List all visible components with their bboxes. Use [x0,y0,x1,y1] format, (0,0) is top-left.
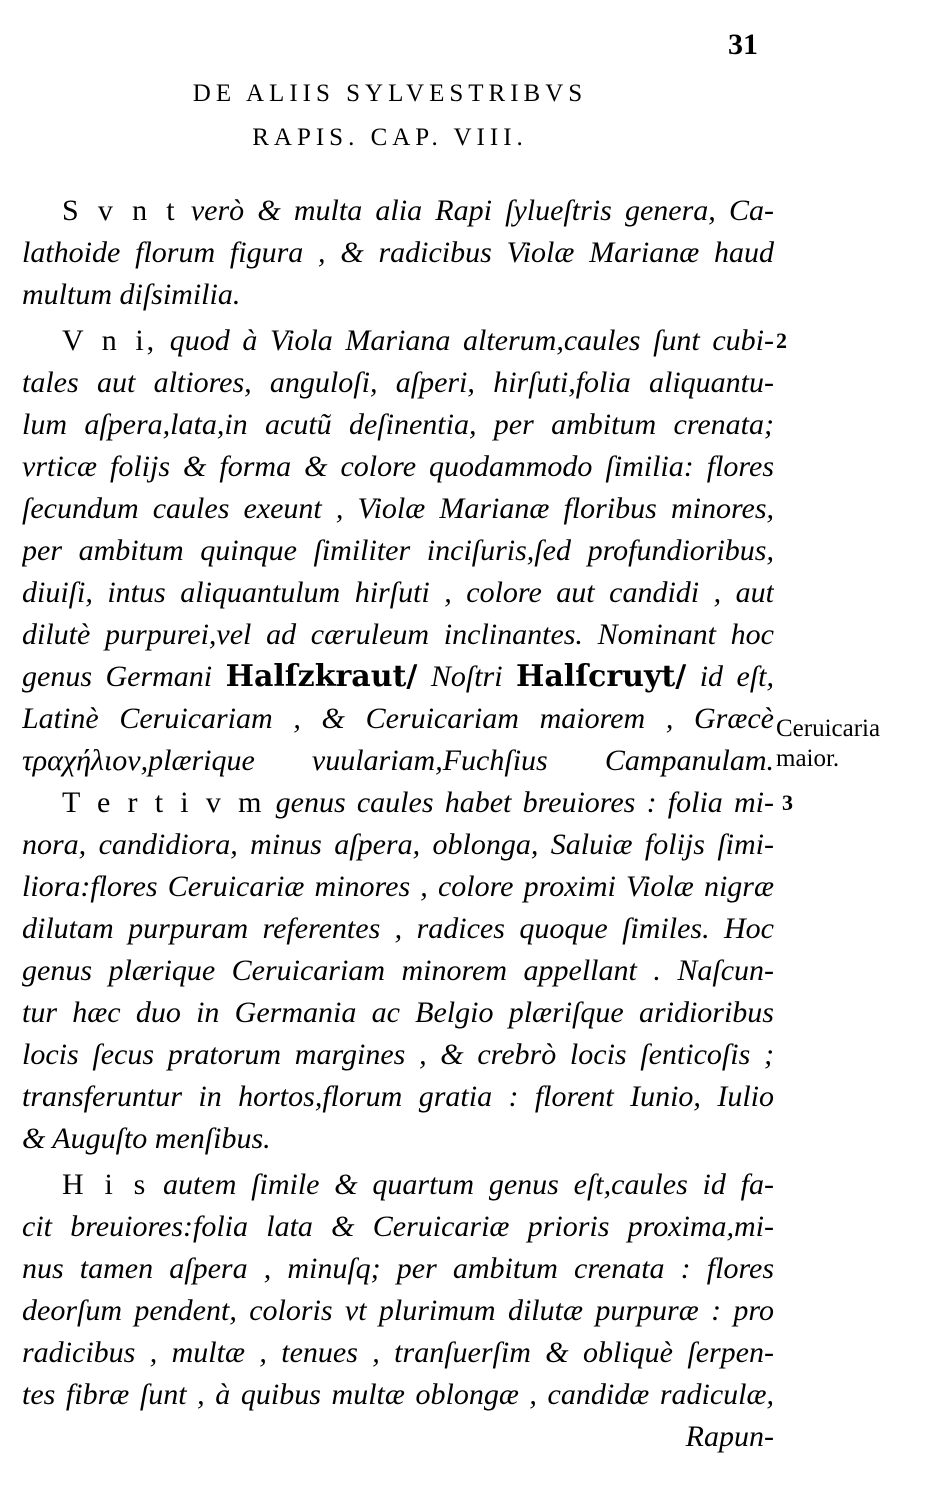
margin-note-ceruicaria-maior [776,714,880,774]
text-line: transferuntur in hortos,florum gratia : florent Iunio, Iulio [22,1080,774,1113]
page-number: 31 [728,28,758,61]
text-line: ſecundum caules exeunt , Violæ Marianæ floribus minores, [22,492,774,525]
catchword: Rapun- [685,1420,774,1453]
text-line: locis ſecus pratorum margines , & crebrò locis ſenticoſis ; [22,1038,774,1071]
text-line: T e r t i v m genus caules habet breuiores : folia mi- [62,786,774,819]
chapter-heading-line-2: RAPIS. CAP. VIII. [252,124,528,151]
text-line: dilutè purpurei,vel ad cæruleum inclinantes. Nominant hoc [22,618,774,651]
text-line: tales aut altiores, anguloſi, aſperi, hirſuti,folia aliquantu- [22,366,774,399]
text-line: dilutam purpuram referentes , radices quoque ſimiles. Hoc [22,912,774,945]
text-line: S v n t verò & multa alia Rapi ſylueſtris genera, Ca- [62,194,774,227]
margin-number-2: 2 [776,328,787,353]
text-line: diuiſi, intus aliquantulum hirſuti , colore aut candidi , aut [22,576,774,609]
paragraph-initial: H i s [62,1168,149,1201]
paragraph-initial: T e r t i v m [62,786,265,819]
text-line: Latinè Ceruicariam , & Ceruicariam maiorem , Græcè [22,702,774,735]
text-line: vrticæ folijs & forma & colore quodammodo ſimilia: flores [22,450,774,483]
chapter-heading [120,72,660,160]
text-line: & Auguſto menſibus. [22,1122,271,1155]
text-line: τραχήλιον,plærique vuulariam,Fuchſius Campanulam. [22,744,774,777]
text-line: V n i, quod à Viola Mariana alterum,caules ſunt cubi- [62,324,774,357]
body-text [22,190,774,1458]
chapter-heading-line-1: DE ALIIS SYLVESTRIBVS [192,80,588,107]
text-line: H i s autem ſimile & quartum genus eſt,caules id fa- [62,1168,774,1201]
text-line: genus Germani Halſzkraut/ Noſtri Halſcruyt/ id eſt, [22,659,774,694]
margin-note-line-1: Ceruicaria [776,715,881,742]
text-line: radicibus , multæ , tenues , tranſuerſim & obliquè ſerpen- [22,1336,774,1369]
text-line: per ambitum quinque ſimiliter inciſuris,ſed profundioribus, [22,534,774,567]
text-line: lum aſpera,lata,in acutũ deſinentia, per ambitum crenata; [22,408,774,441]
text-line: nus tamen aſpera , minuſq; per ambitum crenata : flores [22,1252,774,1285]
paragraph-initial: V n i, [62,324,158,357]
text-line: tes fibræ ſunt , à quibus multæ oblongæ , candidæ radiculæ, [22,1378,774,1411]
text-line: liora:flores Ceruicariæ minores , colore proximi Violæ nigræ [22,870,774,903]
text-line: genus plærique Ceruicariam minorem appellant . Naſcun- [22,954,774,987]
dutch-name: Halſcruyt/ [516,659,687,694]
german-name: Halſzkraut/ [225,659,418,694]
text-line: lathoide florum figura , & radicibus Violæ Marianæ haud [22,236,774,269]
paragraph-initial: S v n t [62,194,178,227]
text-line: multum diſsimilia. [22,278,241,311]
text-line: nora, candidiora, minus aſpera, oblonga, Saluiæ folijs ſimi- [22,828,774,861]
margin-note-line-2: maior. [776,745,840,772]
text-line: cit breuiores:folia lata & Ceruicariæ prioris proxima,mi- [22,1210,774,1243]
text-line: deorſum pendent, coloris vt plurimum dilutæ purpuræ : pro [22,1294,774,1327]
margin-number-3: 3 [782,790,793,815]
text-line: tur hæc duo in Germania ac Belgio plæriſque aridioribus [22,996,774,1029]
